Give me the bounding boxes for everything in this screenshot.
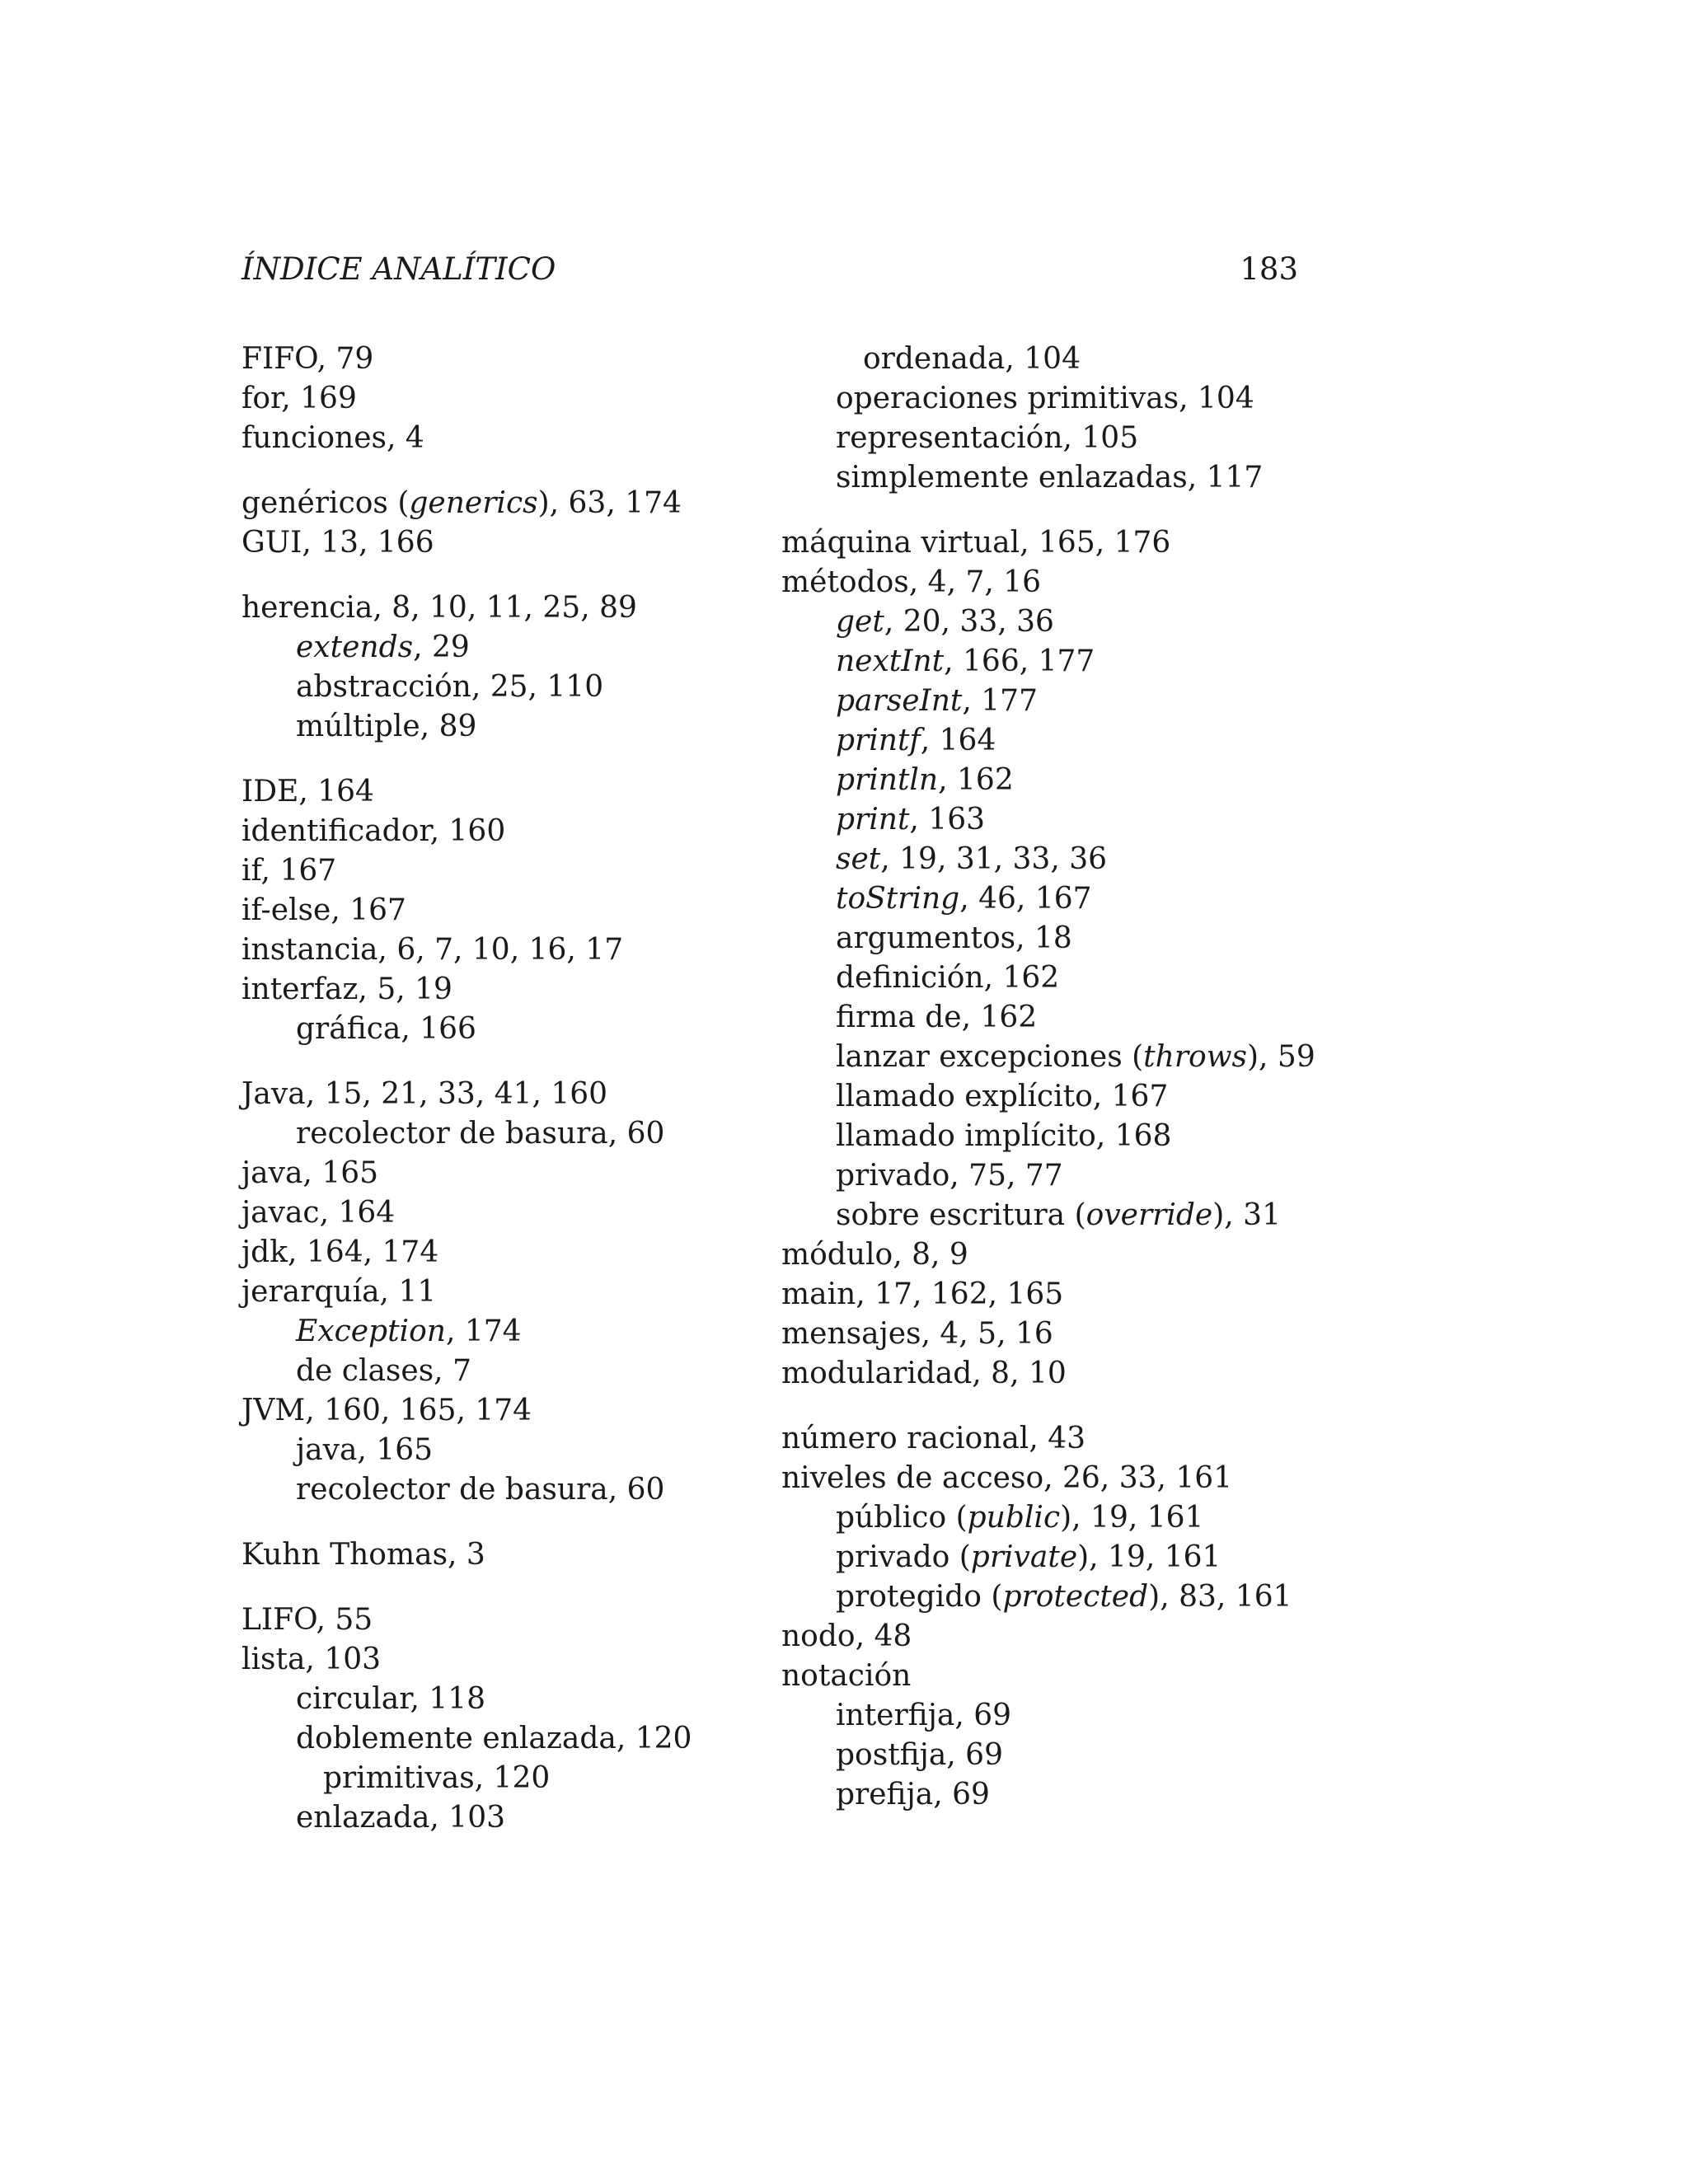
index-subentry bbox=[781, 1038, 1315, 1077]
index-entry bbox=[241, 891, 703, 930]
index-entry-text: postfija, 69 bbox=[836, 1738, 1003, 1772]
index-entry-italic-text: override bbox=[1085, 1198, 1213, 1232]
index-subentry bbox=[781, 1696, 1309, 1736]
index-entry bbox=[241, 1535, 703, 1575]
index-entry-text: enlazada, 103 bbox=[296, 1801, 506, 1835]
index-entry-text: FIFO, 79 bbox=[241, 342, 374, 376]
index-entry-text: doblemente enlazada, 120 bbox=[296, 1722, 692, 1755]
index-entry-text: público ( bbox=[836, 1501, 968, 1535]
index-entry-text: lanzar excepciones ( bbox=[836, 1040, 1144, 1074]
index-subentry bbox=[781, 1538, 1309, 1577]
index-entry-text: notación bbox=[781, 1659, 912, 1693]
index-entry-italic-text: toString bbox=[836, 882, 960, 916]
index-entry-text: , 20, 33, 36 bbox=[884, 605, 1054, 639]
index-subentry bbox=[781, 919, 1309, 958]
index-entry-text: primitivas, 120 bbox=[323, 1761, 551, 1795]
index-entry-text: privado ( bbox=[836, 1540, 971, 1574]
index-entry-text: circular, 118 bbox=[296, 1682, 486, 1716]
index-entry-text: argumentos, 18 bbox=[836, 921, 1072, 955]
index-entry-text: recolector de basura, 60 bbox=[296, 1117, 665, 1151]
index-entry-italic-text: printf bbox=[836, 724, 921, 757]
index-entry bbox=[241, 1272, 703, 1312]
index-entry-text: , 46, 167 bbox=[959, 882, 1092, 916]
index-entry bbox=[241, 588, 703, 628]
index-entry bbox=[781, 1315, 1309, 1354]
index-entry-text: ), 63, 174 bbox=[537, 486, 682, 520]
index-entry-text: llamado implícito, 168 bbox=[836, 1119, 1172, 1153]
index-subentry bbox=[241, 1470, 703, 1510]
index-entry bbox=[241, 419, 703, 458]
index-entry-text: mensajes, 4, 5, 16 bbox=[781, 1317, 1053, 1351]
index-entry-italic-text: throws bbox=[1143, 1040, 1247, 1074]
index-entry-text: abstracción, 25, 110 bbox=[296, 670, 604, 704]
index-subentry bbox=[781, 1196, 1309, 1235]
index-subentry bbox=[241, 628, 703, 668]
index-subentry bbox=[781, 721, 1309, 761]
index-entry-text: ), 31 bbox=[1212, 1198, 1281, 1232]
index-entry-text: gráfica, 166 bbox=[296, 1012, 476, 1046]
index-entry bbox=[241, 1075, 703, 1114]
index-subentry bbox=[781, 642, 1309, 682]
index-entry bbox=[241, 970, 703, 1010]
index-entry-text: interfaz, 5, 19 bbox=[241, 972, 452, 1006]
index-entry-text: javac, 164 bbox=[241, 1196, 396, 1230]
index-entry bbox=[241, 340, 703, 379]
index-subentry bbox=[241, 668, 703, 707]
index-entry bbox=[241, 1391, 703, 1431]
index-subentry bbox=[781, 1736, 1309, 1775]
index-entry-text: definición, 162 bbox=[836, 961, 1060, 995]
index-entry-text: identificador, 160 bbox=[241, 814, 506, 848]
index-subentry bbox=[241, 1010, 703, 1049]
index-entry-text: JVM, 160, 165, 174 bbox=[241, 1394, 532, 1427]
index-subentry bbox=[241, 1759, 703, 1798]
index-entry bbox=[781, 1459, 1309, 1498]
index-entry-text: representación, 105 bbox=[836, 421, 1139, 455]
index-subentry bbox=[241, 1352, 703, 1391]
page-number: 183 bbox=[1240, 251, 1298, 287]
index-entry bbox=[781, 1617, 1309, 1657]
index-entry bbox=[241, 1193, 703, 1233]
index-entry-text: , 19, 31, 33, 36 bbox=[880, 842, 1108, 876]
index-entry-text: número racional, 43 bbox=[781, 1422, 1086, 1455]
index-entry-italic-text: println bbox=[836, 763, 939, 797]
index-entry-text: , 177 bbox=[962, 684, 1038, 718]
index-column-right bbox=[781, 340, 1315, 1815]
index-subentry bbox=[781, 458, 1309, 498]
index-entry-text: jdk, 164, 174 bbox=[241, 1235, 439, 1269]
index-subentry bbox=[241, 1719, 703, 1759]
index-entry-text: GUI, 13, 166 bbox=[241, 526, 434, 560]
index-subentry bbox=[241, 1114, 703, 1154]
index-subentry bbox=[781, 682, 1309, 721]
index-entry-text: genéricos ( bbox=[241, 486, 410, 520]
index-entry-text: jerarquía, 11 bbox=[241, 1275, 437, 1309]
index-subentry bbox=[781, 419, 1309, 458]
index-entry-italic-text: print bbox=[836, 803, 910, 837]
index-subentry bbox=[781, 1577, 1309, 1617]
index-entry bbox=[781, 1275, 1309, 1315]
index-entry-text: privado, 75, 77 bbox=[836, 1159, 1063, 1193]
index-subentry bbox=[781, 602, 1309, 642]
index-entry bbox=[241, 1601, 703, 1640]
index-entry-italic-text: parseInt bbox=[836, 684, 963, 718]
index-entry-text: llamado explícito, 167 bbox=[836, 1080, 1169, 1113]
index-entry-text: protegido ( bbox=[836, 1580, 1003, 1614]
index-entry-italic-text: protected bbox=[1002, 1580, 1149, 1614]
index-entry-text: métodos, 4, 7, 16 bbox=[781, 565, 1042, 599]
index-entry-text: ), 59 bbox=[1247, 1040, 1315, 1074]
index-entry bbox=[241, 484, 703, 523]
index-entry-text: , 163 bbox=[909, 803, 986, 837]
index-entry-text: ), 19, 161 bbox=[1077, 1540, 1221, 1574]
index-entry-italic-text: get bbox=[836, 605, 884, 639]
index-subentry bbox=[781, 340, 1309, 379]
index-entry bbox=[781, 1657, 1309, 1696]
index-subentry bbox=[781, 840, 1309, 879]
index-entry-text: de clases, 7 bbox=[296, 1354, 471, 1388]
index-subentry bbox=[781, 1498, 1309, 1538]
index-entry-text: niveles de acceso, 26, 33, 161 bbox=[781, 1461, 1233, 1495]
running-head-title: ÍNDICE ANALÍTICO bbox=[241, 251, 556, 287]
index-subentry bbox=[781, 998, 1309, 1038]
index-entry-text: instancia, 6, 7, 10, 16, 17 bbox=[241, 933, 624, 967]
index-entry-text: , 29 bbox=[413, 630, 470, 664]
index-entry bbox=[241, 523, 703, 563]
index-entry-text: IDE, 164 bbox=[241, 775, 374, 808]
index-entry-text: ), 83, 161 bbox=[1148, 1580, 1292, 1614]
index-entry-text: if, 167 bbox=[241, 854, 337, 888]
index-entry-text: Kuhn Thomas, 3 bbox=[241, 1538, 485, 1572]
index-entry-text: java, 165 bbox=[241, 1156, 379, 1190]
index-entry bbox=[241, 930, 703, 970]
index-entry-text: funciones, 4 bbox=[241, 421, 424, 455]
index-entry-italic-text: private bbox=[970, 1540, 1078, 1574]
index-subentry bbox=[241, 1312, 703, 1352]
index-entry-italic-text: extends bbox=[296, 630, 414, 664]
index-entry bbox=[241, 1154, 703, 1193]
index-entry bbox=[781, 1419, 1309, 1459]
index-entry-text: , 164 bbox=[920, 724, 996, 757]
index-subentry bbox=[781, 761, 1309, 800]
index-entry-italic-text: Exception bbox=[296, 1315, 446, 1348]
index-entry-italic-text: nextInt bbox=[836, 644, 945, 678]
index-entry-text: modularidad, 8, 10 bbox=[781, 1357, 1067, 1390]
index-entry-text: for, 169 bbox=[241, 382, 357, 415]
index-subentry bbox=[781, 1077, 1309, 1117]
index-subentry bbox=[781, 800, 1309, 840]
index-entry-text: firma de, 162 bbox=[836, 1001, 1038, 1034]
index-entry-text: , 162 bbox=[938, 763, 1014, 797]
index-entry-text: recolector de basura, 60 bbox=[296, 1473, 665, 1507]
index-entry bbox=[781, 563, 1309, 602]
index-subentry bbox=[781, 1775, 1309, 1815]
index-entry-text: nodo, 48 bbox=[781, 1619, 912, 1653]
index-entry-text: Java, 15, 21, 33, 41, 160 bbox=[241, 1077, 608, 1111]
index-entry-text: , 174 bbox=[445, 1315, 522, 1348]
index-subentry bbox=[241, 1680, 703, 1719]
index-entry bbox=[241, 812, 703, 851]
index-subentry bbox=[781, 879, 1309, 919]
index-subentry bbox=[241, 1798, 703, 1838]
index-entry-text: múltiple, 89 bbox=[296, 710, 477, 743]
running-head bbox=[241, 249, 1298, 290]
index-entry-text: , 166, 177 bbox=[944, 644, 1095, 678]
index-entry-text: main, 17, 162, 165 bbox=[781, 1277, 1064, 1311]
index-entry bbox=[241, 1233, 703, 1272]
index-entry-text: java, 165 bbox=[296, 1433, 434, 1467]
index-column-left bbox=[241, 340, 703, 1838]
index-subentry bbox=[781, 379, 1309, 419]
index-entry-italic-text: generics bbox=[409, 486, 538, 520]
index-entry-text: lista, 103 bbox=[241, 1643, 382, 1676]
index-entry-text: módulo, 8, 9 bbox=[781, 1238, 968, 1272]
index-entry-text: sobre escritura ( bbox=[836, 1198, 1086, 1232]
index-entry-text: prefija, 69 bbox=[836, 1778, 990, 1811]
index-subentry bbox=[781, 1156, 1309, 1196]
index-entry bbox=[241, 851, 703, 891]
index-entry-text: herencia, 8, 10, 11, 25, 89 bbox=[241, 591, 637, 625]
index-entry bbox=[241, 772, 703, 812]
index-subentry bbox=[781, 1117, 1309, 1156]
index-entry-text: máquina virtual, 165, 176 bbox=[781, 526, 1171, 560]
index-entry-text: LIFO, 55 bbox=[241, 1603, 373, 1637]
index-entry bbox=[241, 1640, 703, 1680]
index-entry-text: interfija, 69 bbox=[836, 1699, 1012, 1732]
index-subentry bbox=[241, 1431, 703, 1470]
index-entry bbox=[781, 1235, 1309, 1275]
index-subentry bbox=[241, 707, 703, 747]
index-entry-italic-text: set bbox=[836, 842, 881, 876]
index-entry bbox=[241, 379, 703, 419]
index-subentry bbox=[781, 958, 1309, 998]
index-entry-text: operaciones primitivas, 104 bbox=[836, 382, 1254, 415]
index-entry-text: ), 19, 161 bbox=[1060, 1501, 1204, 1535]
index-entry-text: simplemente enlazadas, 117 bbox=[836, 461, 1264, 494]
index-entry-text: ordenada, 104 bbox=[863, 342, 1081, 376]
index-entry-italic-text: public bbox=[967, 1501, 1061, 1535]
index-entry-text: if-else, 167 bbox=[241, 893, 406, 927]
index-entry bbox=[781, 523, 1309, 563]
index-entry bbox=[781, 1354, 1309, 1394]
